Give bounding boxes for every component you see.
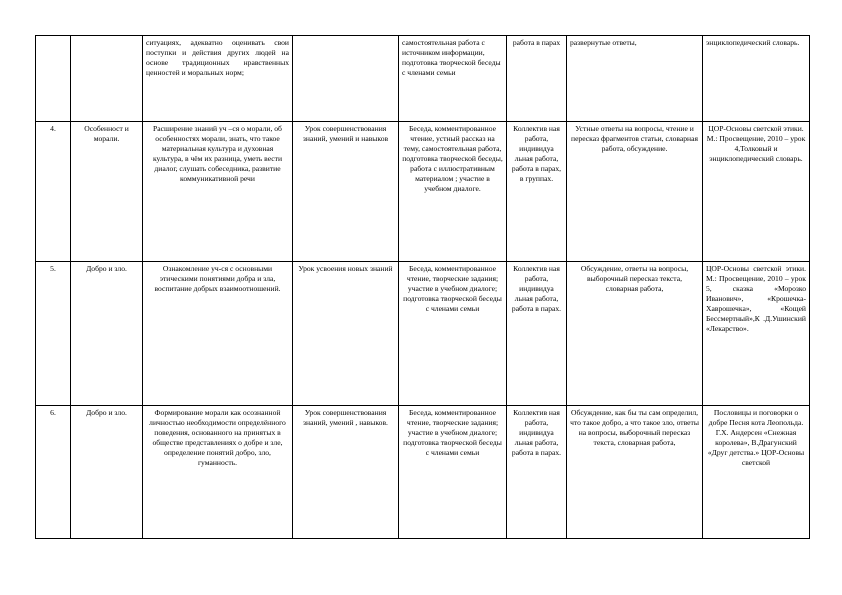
control-cell: Обсуждение, как бы ты сам определил, что такое добро, а что такое зло, ответы на вопросы, выборочный пересказ текста, словарная работа, (567, 406, 703, 539)
resources-cell: энциклопедический словарь. (703, 36, 810, 122)
row-number (36, 36, 71, 122)
lesson-type-cell: Урок усвоения новых знаний (293, 262, 399, 406)
lesson-type-cell: Урок совершенствования знаний, умений , навыков. (293, 406, 399, 539)
row-number: 4. (36, 122, 71, 262)
forms-cell: Коллектив ная работа, индивидуа льная работа, работа в парах. (507, 406, 567, 539)
topic-cell: Особенност и морали. (71, 122, 143, 262)
activities-cell: самостоятельная работа с источником информации, подготовка творческой беседы с членами семьи (399, 36, 507, 122)
control-cell: развернутые ответы, (567, 36, 703, 122)
tasks-cell: Расширение знаний уч –ся о морали, об особенностях морали, знать, что такое материальная культура и духовная культура, в чём их разница, уметь вести диалог, слушать собеседника, развитие коммуникативной речи (143, 122, 293, 262)
lesson-type-cell: Урок совершенствования знаний, умений и навыков (293, 122, 399, 262)
forms-cell: Коллектив ная работа, индивидуа льная работа, работа в парах, в группах. (507, 122, 567, 262)
topic-cell (71, 36, 143, 122)
control-cell: Устные ответы на вопросы, чтение и пересказ фрагментов статьи, словарная работа, обсуждение. (567, 122, 703, 262)
resources-cell: ЦОР-Основы светской этики. М.: Просвещение, 2010 – урок 4,Толковый и энциклопедический словарь. (703, 122, 810, 262)
table-row (36, 122, 810, 262)
row-number: 6. (36, 406, 71, 539)
lesson-type-cell (293, 36, 399, 122)
forms-cell: Коллектив ная работа, индивидуа льная работа, работа в парах. (507, 262, 567, 406)
table-row (36, 36, 810, 122)
row-number: 5. (36, 262, 71, 406)
control-cell: Обсуждение, ответы на вопросы, выборочный пересказ текста, словарная работа, (567, 262, 703, 406)
forms-cell: работа в парах (507, 36, 567, 122)
topic-cell: Добро и зло. (71, 262, 143, 406)
resources-cell: Пословицы и поговорки о добре Песня кота Леопольда. Г.Х. Андерсен «Снежная королева», В.Драгунский «Друг детства.» ЦОР-Основы светской (703, 406, 810, 539)
topic-cell: Добро и зло. (71, 406, 143, 539)
activities-cell: Беседа, комментированное чтение, творческие задания; участие в учебном диалоге; подготовка творческой беседы с членами семьи (399, 262, 507, 406)
tasks-cell: Ознакомление уч-ся с основными этическими понятиями добра и зла, воспитание добрых взаимоотношений. (143, 262, 293, 406)
table-row (36, 262, 810, 406)
tasks-cell: Формирование морали как осознанной личностью необходимости определённого поведения, основанного на принятых в обществе представлениях о добре и зле, определение понятий добро, зло, гуманность. (143, 406, 293, 539)
activities-cell: Беседа, комментированное чтение, устный рассказ на тему, самостоятельная работа, подготовка творческой беседы, работа с иллюстративным материалом ; участие в учебном диалоге. (399, 122, 507, 262)
activities-cell: Беседа, комментированное чтение, творческие задания; участие в учебном диалоге; подготовка творческой беседы с членами семьи (399, 406, 507, 539)
table-row (36, 406, 810, 539)
resources-cell: ЦОР-Основы светской этики. М.: Просвещение, 2010 – урок 5, сказка «Морозко Иванович», «Крошечка-Хаврошечка», «Кощей Бессмертный»,К .Д.Ушинский «Лекарство». (703, 262, 810, 406)
lesson-plan-table (35, 35, 810, 539)
tasks-cell: ситуациях, адекватно оценивать свои поступки и действия других людей на основе традиционных нравственных ценностей и моральных норм; (143, 36, 293, 122)
